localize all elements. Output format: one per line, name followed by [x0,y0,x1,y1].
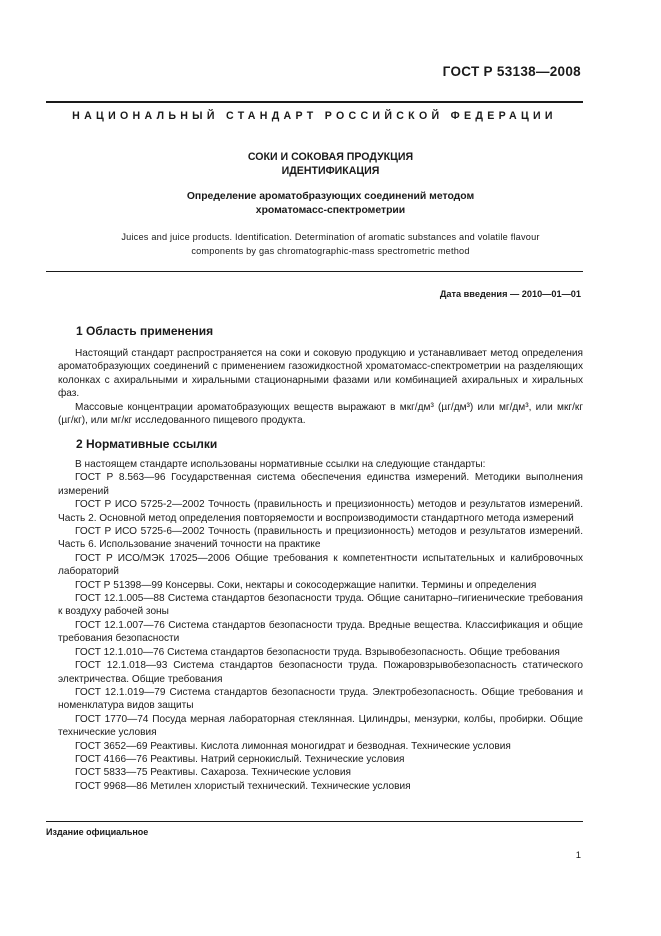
title-line-1: СОКИ И СОКОВАЯ ПРОДУКЦИЯ [247,151,414,163]
subtitle-line-2: хроматомасс-спектрометрии [255,204,406,216]
reference-item: ГОСТ 1770—74 Посуда мерная лабораторная стеклянная. Цилиндры, мензурки, колбы, пробирки. Общие технические условия [58,713,583,739]
national-standard-label: НАЦИОНАЛЬНЫЙ СТАНДАРТ РОССИЙСКОЙ ФЕДЕРАЦИИ [72,110,557,122]
introduction-date: Дата введения — 2010—01—01 [439,289,581,299]
paragraph: В настоящем стандарте использованы нормативные ссылки на следующие стандарты: [75,459,486,470]
edition-label: Издание официальное [46,827,149,837]
reference-item: ГОСТ 4166—76 Реактивы. Натрий сернокислый. Технические условия [75,753,405,765]
reference-item: ГОСТ 12.1.018—93 Система стандартов безопасности труда. Пожаровзрывобезопасность статического электричества. Общие требования [58,660,583,685]
page-number: 1 [575,850,581,861]
title-rule [46,271,583,272]
reference-item: ГОСТ 12.1.005—88 Система стандартов безопасности труда. Общие санитарно–гигиенические требования к воздуху рабочей зоны [58,593,583,618]
section-1-body [58,347,583,427]
document-title [0,151,661,178]
reference-item: ГОСТ 12.1.010—76 Система стандартов безопасности труда. Взрывобезопасность. Общие требования [75,646,560,658]
reference-item: ГОСТ 12.1.019—79 Система стандартов безопасности труда. Электробезопасность. Общие требования и номенклатура видов защиты [58,686,583,712]
english-line-1: Juices and juice products. Identification. Determination of aromatic substances and volatile flavour [121,232,540,242]
section-2-heading: 2 Нормативные ссылки [76,437,218,451]
reference-item: ГОСТ 5833—75 Реактивы. Сахароза. Технические условия [75,767,352,779]
paragraph: Настоящий стандарт распространяется на соки и соковую продукцию и устанавливает метод определения ароматобразующих соединений с применением газожидкостной хроматомасс-спектрометрии на разделяющих колонках с ахиральными и хиральными стационарными фазами или комбинацией ахиральных и хиральных фаз. [58,348,583,400]
reference-item: ГОСТ Р ИСО/МЭК 17025—2006 Общие требования к компетентности испытательных и калибровочных лабораторий [58,552,583,578]
section-1-heading: 1 Область применения [76,324,214,338]
reference-item: ГОСТ Р 8.563—96 Государственная система обеспечения единства измерений. Методики выполнения измерений [58,472,583,497]
english-line-2: components by gas chromatographic-mass spectrometric method [191,245,470,256]
title-line-2: ИДЕНТИФИКАЦИЯ [281,164,380,177]
reference-item: ГОСТ 3652—69 Реактивы. Кислота лимонная моногидрат и безводная. Технические условия [75,740,511,752]
document-subtitle [0,190,661,217]
reference-item: ГОСТ Р ИСО 5725-2—2002 Точность (правильность и прецизионность) методов и результатов измерений. Часть 2. Основной метод определения повторяемости и воспроизводимости стандартного метода измерений [58,499,583,524]
english-title [0,231,661,258]
reference-item: ГОСТ Р 51398—99 Консервы. Соки, нектары и сокосодержащие напитки. Термины и определения [75,579,537,591]
paragraph: Массовые концентрации ароматобразующих веществ выражают в мкг/дм³ (µг/дм³) или мг/дм³, или мкг/кг (µг/кг), или мг/кг исследованного пищевого продукта. [58,401,583,427]
reference-item: ГОСТ 12.1.007—76 Система стандартов безопасности труда. Вредные вещества. Классификация и общие требования безопасности [58,619,583,645]
reference-item: ГОСТ 9968—86 Метилен хлористый технический. Технические условия [75,780,411,792]
standard-code: ГОСТ Р 53138—2008 [442,64,581,79]
section-2-body [58,458,583,793]
subtitle-line-1: Определение ароматобразующих соединений методом [186,191,475,202]
header-rule [46,101,583,103]
footer-rule [46,821,583,822]
reference-item: ГОСТ Р ИСО 5725-6—2002 Точность (правильность и прецизионность) методов и результатов измерений. Часть 6. Использование значений точности на практике [58,526,583,551]
